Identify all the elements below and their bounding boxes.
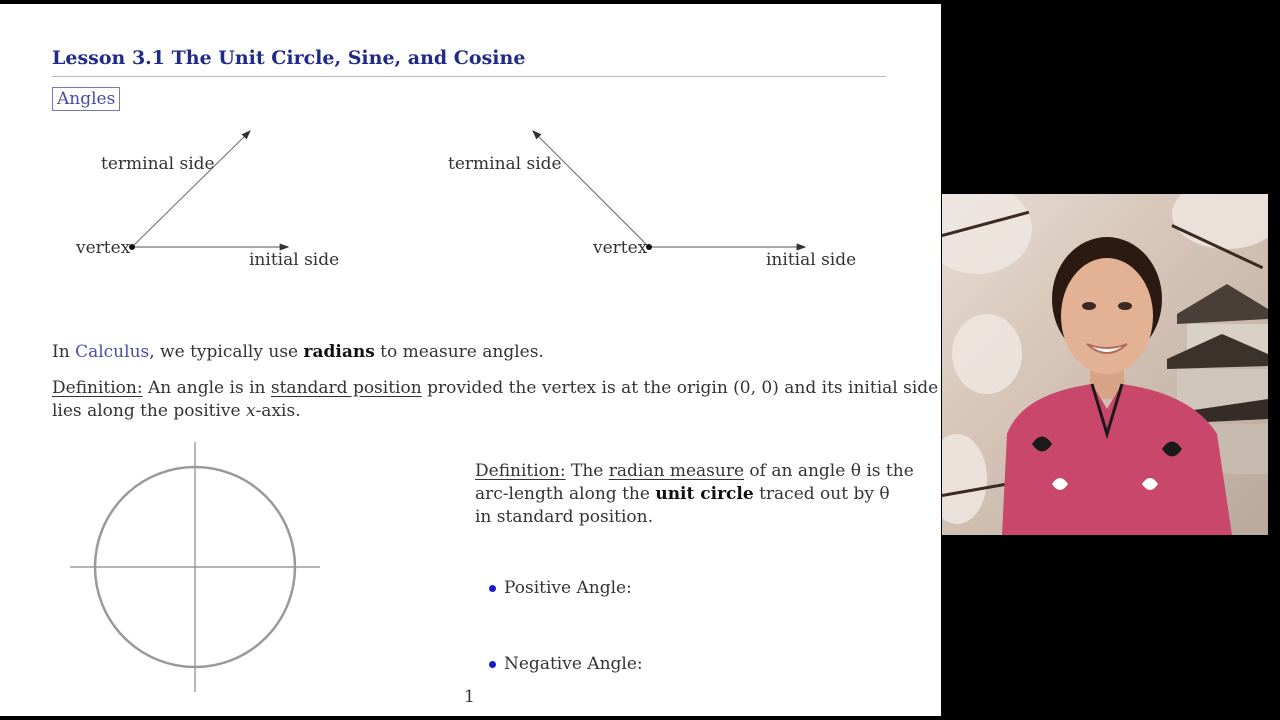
- defined-term: standard position: [270, 378, 422, 398]
- terminal-side-label: terminal side: [101, 154, 215, 174]
- text-run: of an angle θ is the: [744, 461, 914, 481]
- bullet-text: Positive Angle:: [504, 578, 632, 598]
- vertex-label: vertex: [593, 238, 648, 258]
- bullet-dot: [489, 661, 496, 668]
- text-run: In: [52, 342, 76, 362]
- defined-term: radian measure: [608, 461, 745, 481]
- presenter: [992, 234, 1242, 535]
- bullet-positive-angle: [489, 578, 632, 598]
- definition-label: Definition:: [475, 461, 566, 481]
- calculus-link[interactable]: Calculus: [75, 342, 150, 362]
- angle-diagram-1: [129, 131, 288, 250]
- page-number: 1: [464, 687, 475, 707]
- text-run: The: [565, 461, 609, 481]
- vertex-label: vertex: [76, 238, 131, 258]
- radians-term: radians: [303, 342, 375, 362]
- terminal-side-ray: [533, 131, 649, 247]
- slide: [0, 4, 941, 716]
- text-run: An angle is in: [142, 378, 271, 398]
- text-run: to measure angles.: [374, 342, 544, 362]
- bullet-dot: [489, 585, 496, 592]
- radian-measure-definition: [475, 461, 914, 481]
- bullet-text: Negative Angle:: [504, 654, 643, 674]
- standard-position-definition: [52, 378, 938, 398]
- text-run: provided the vertex is at the origin (0, 0) and its initial side: [421, 378, 939, 398]
- terminal-side-ray: [132, 131, 250, 247]
- text-run: traced out by θ: [753, 484, 890, 504]
- standard-position-definition-line2: [52, 401, 301, 421]
- section-heading: Angles: [52, 87, 120, 111]
- initial-side-label: initial side: [249, 250, 340, 270]
- radian-measure-definition-line3: in standard position.: [475, 507, 653, 527]
- text-run: arc-length along the: [475, 484, 656, 504]
- webcam-video: [942, 194, 1268, 535]
- angle-diagram-2: [533, 131, 805, 250]
- radians-paragraph: [52, 342, 544, 362]
- text-run: lies along the positive: [52, 401, 246, 421]
- text-run: -axis.: [255, 401, 301, 421]
- text-run: , we typically use: [149, 342, 304, 362]
- bullet-negative-angle: [489, 654, 643, 674]
- x-variable: x: [245, 401, 256, 421]
- radian-measure-definition-line2: [475, 484, 890, 504]
- definition-label: Definition:: [52, 378, 143, 398]
- unit-circle-term: unit circle: [655, 484, 754, 504]
- lesson-title: Lesson 3.1 The Unit Circle, Sine, and Cosine: [52, 47, 526, 69]
- initial-side-label: initial side: [766, 250, 857, 270]
- unit-circle: [70, 442, 320, 692]
- terminal-side-label: terminal side: [448, 154, 562, 174]
